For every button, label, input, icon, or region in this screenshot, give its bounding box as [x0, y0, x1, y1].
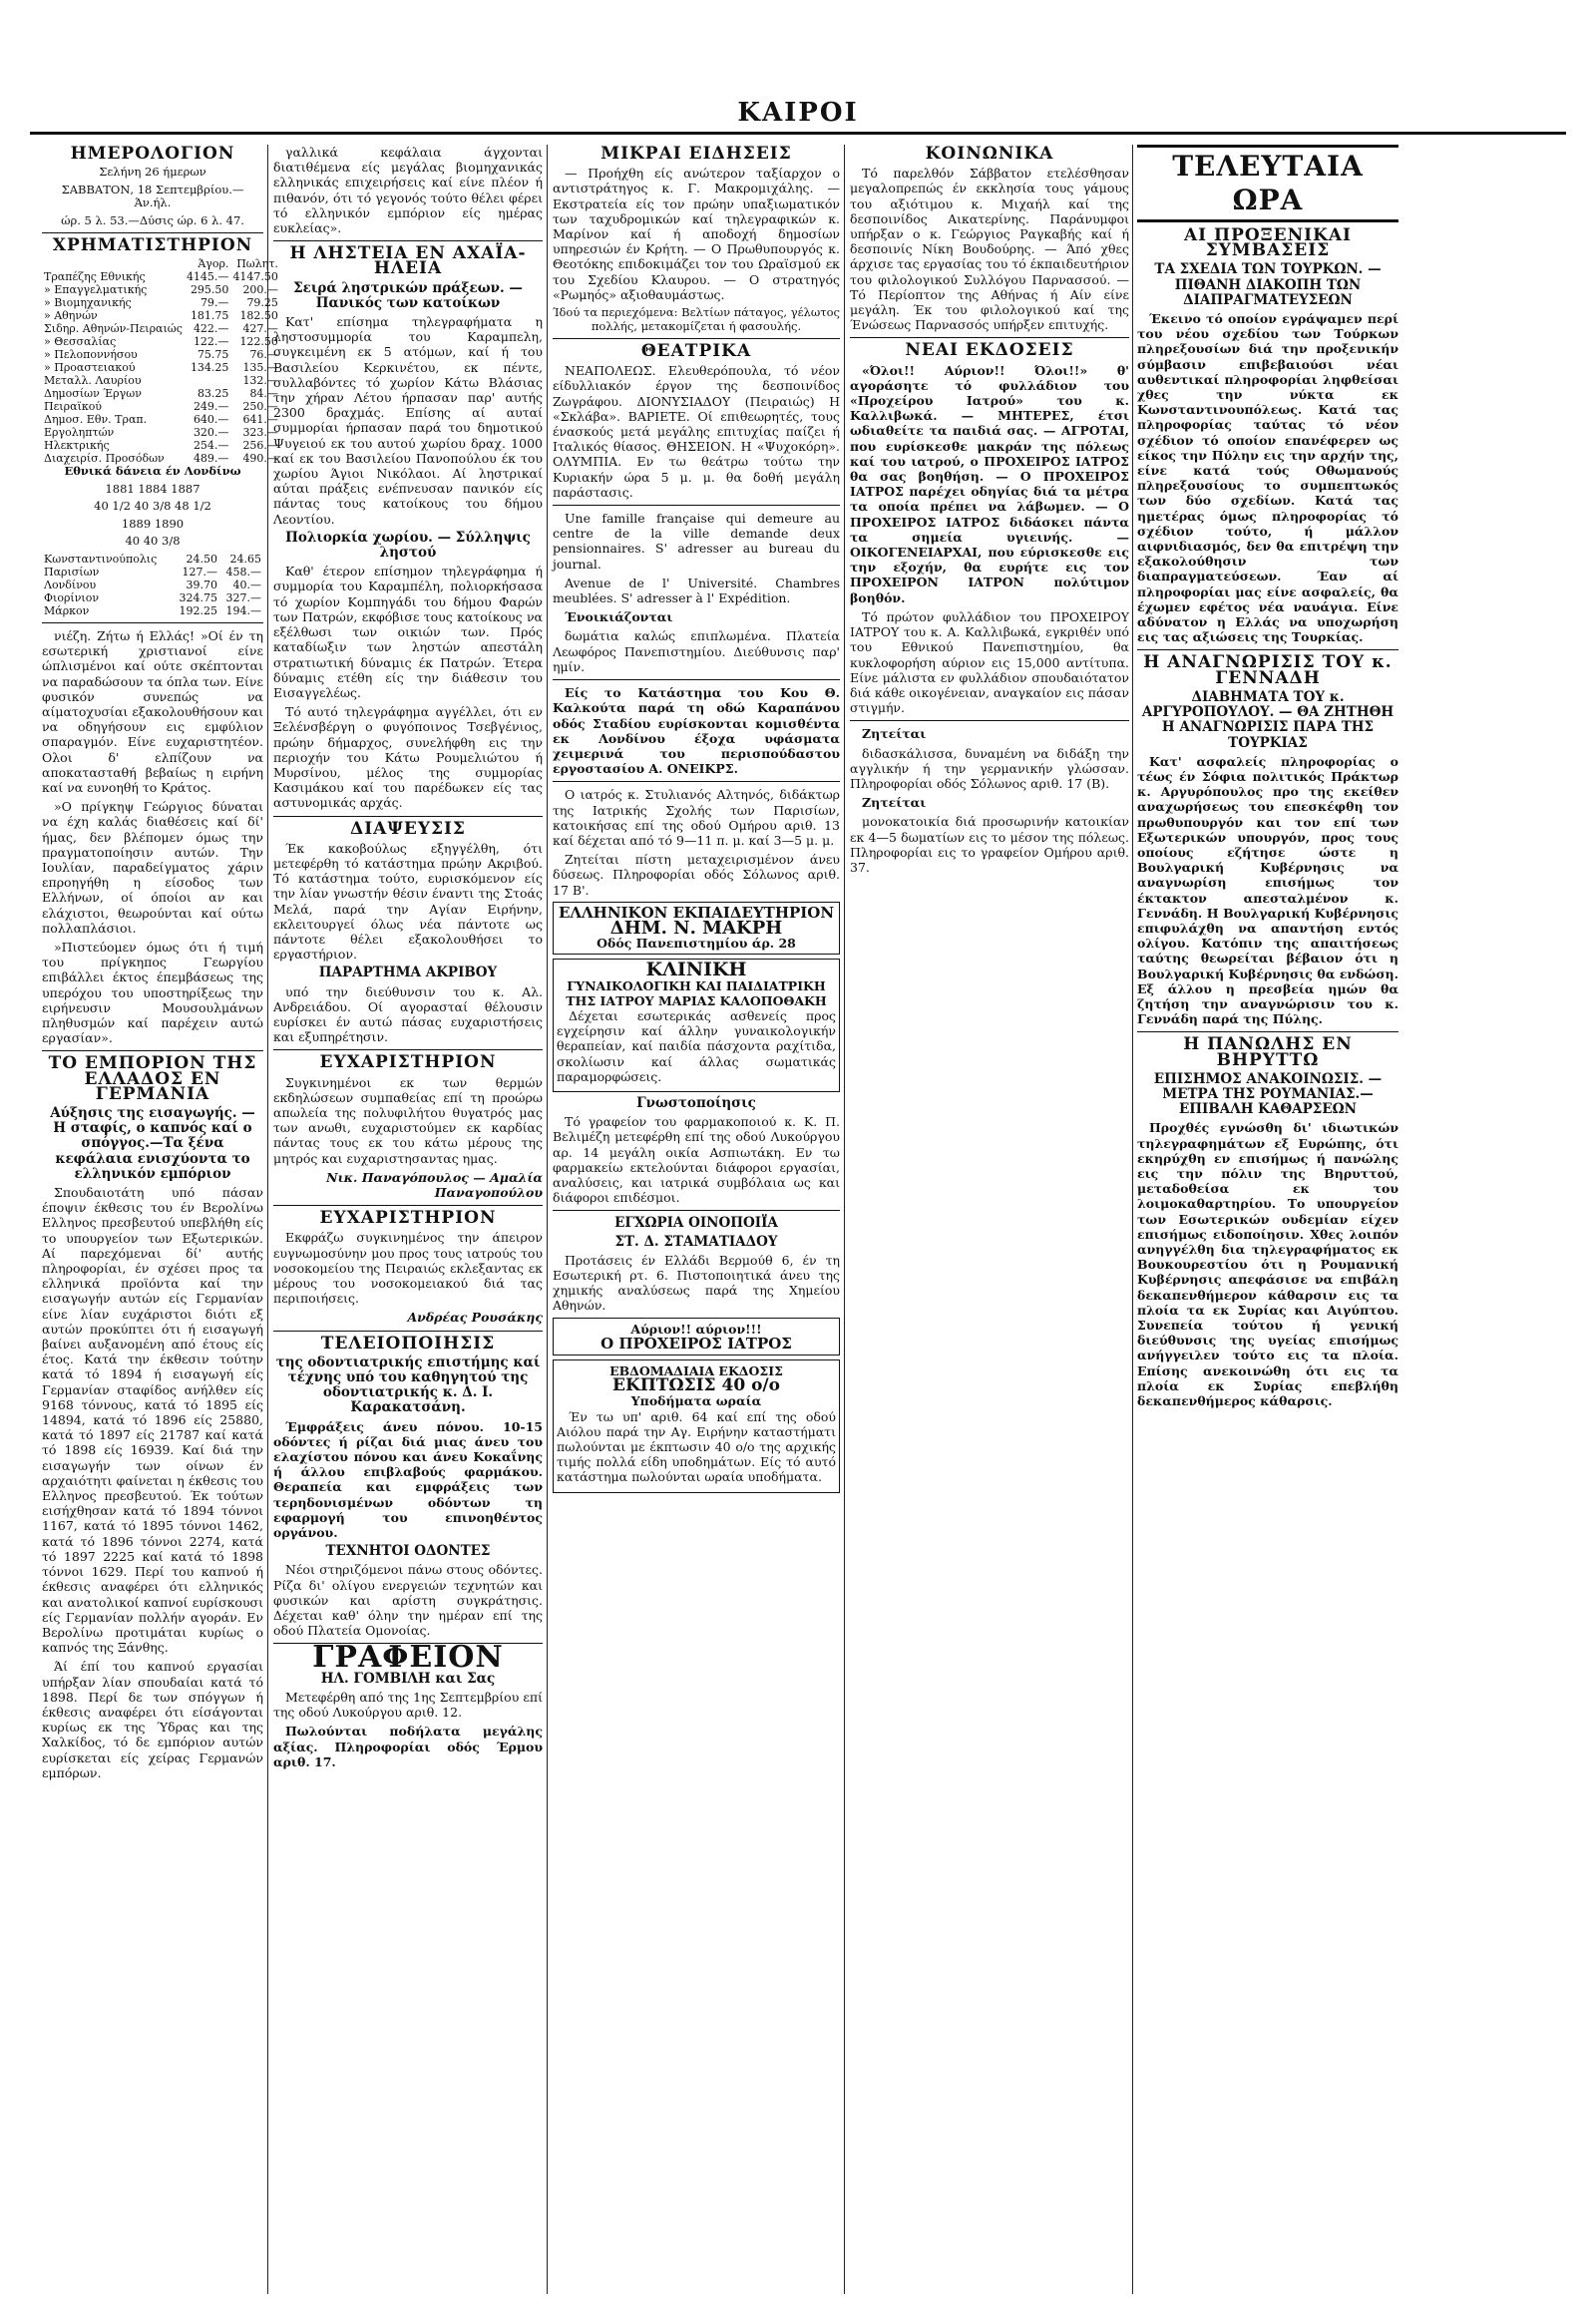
- social-heading: ΚΟΙΝΩΝΙΚΑ: [925, 144, 1054, 164]
- classified-ad: διδασκάλισσα, δυναμένη να διδάξη την αγγλικήν ή την γερμανικήν γλώσσαν. Πληροφορίαι οδός Σόλωνος αριθ. 17 (Β).: [850, 745, 1129, 791]
- fx-table: [42, 553, 263, 617]
- table-cell: 122.50: [239, 335, 278, 349]
- table-cell: 127.—: [182, 565, 217, 579]
- column-separator: [1132, 145, 1133, 2294]
- divider: [273, 816, 543, 817]
- table-cell: 132.—: [242, 374, 278, 388]
- table-cell: Μάρκον: [44, 603, 90, 617]
- divider: [273, 1331, 543, 1332]
- loans-line: 1881 1884 1887: [105, 481, 200, 496]
- robbery-subheading: Σειρά ληστρικών πράξεων. — Πανικός των κατοίκων: [293, 279, 523, 311]
- classified-ad: Une famille française qui demeure au centre de la ville demande deux pensionnaires. S' adresser au bureau du journal.: [553, 511, 840, 572]
- table-cell: Δημοσίων Έργων: [44, 387, 142, 401]
- table-cell: 40.—: [232, 578, 261, 591]
- table-cell: 39.70: [186, 578, 217, 591]
- table-cell: 76.—: [249, 348, 278, 362]
- retraction-heading: ΔΙΑΨΕΥΣΙΣ: [350, 818, 466, 839]
- ad-tagline: Αύριον!! αύριον!!!: [630, 1321, 762, 1337]
- table-cell: 489.—: [193, 452, 229, 466]
- table-row: [42, 322, 280, 335]
- table-cell: 134.25: [190, 361, 229, 375]
- loans-line: 40 1/2 40 3/8 48 1/2: [94, 499, 211, 514]
- article-paragraph: Προτάσεις έν Ελλάδι Βερμούθ 6, έν τη Εσωτερική ρτ. 6. Πιστοποιητικά άνευ της χημικής αναλύσεως παρά της Χημείου Αθηνών.: [553, 1252, 840, 1314]
- signature: Ανδρέας Ρουσάκης: [407, 1310, 543, 1326]
- article-paragraph: Τό πρώτον φυλλάδιον του ΠΡΟΧΕΙΡΟΥ ΙΑΤΡΟΥ του κ. Α. Καλλιβωκά, εγκριθέν υπό του Εθνικού Πανεπιστημίου, θα κυκλοφορήση αύριον εις 15,000 αντίτυπα. Είνε μάλιστα εν φυλλάδιον σπουδαιότατον διά κάθε οικογένειαν, αναγκαίον εις πάσαν στιγμήν.: [850, 608, 1129, 716]
- table-cell: 254.—: [193, 439, 229, 453]
- article-paragraph: — Προήχθη είς ανώτερον ταξίαρχον ο αντιστράτηγος κ. Γ. Μακρομιχάλης. — Εκστρατεία είς τον πρώην υπαξιωματικόν των ταχυδρομικών καί τηλεγραφικών κ. Μαρίνον καί ή αποδοχή δημοσίων υπηρεσιών έν Κρήτη. — Ο Πρωθυπουργός κ. Θεοτόκης επιδοκιμάζει τον του Ωραϊσμού εκ του Σχεδίου Κλαυρου. — Ο στρατηγός «Ρωμηός» αξιοθαυμάστως.: [553, 166, 840, 302]
- loans-line: 1889 1890: [121, 516, 185, 531]
- loans-heading: Εθνικά δάνεια έν Λονδίνω: [64, 464, 241, 479]
- exchange-heading: ΧΡΗΜΑΤΙΣΤΗΡΙΟΝ: [52, 235, 253, 256]
- winery-subheading: ΣΤ. Δ. ΣΤΑΜΑΤΙΑΔΟΥ: [614, 1233, 778, 1250]
- signature: Νικ. Παναγόπουλος — Αμαλία Παναγοπούλου: [326, 1169, 543, 1200]
- minor-news-heading: ΜΙΚΡΑΙ ΕΙΔΗΣΕΙΣ: [600, 144, 792, 164]
- dental-subheading: ΤΕΧΝΗΤΟΙ ΟΔΟΝΤΕΣ: [325, 1543, 491, 1560]
- article-paragraph: Συγκινημένοι εκ των θερμών εκδηλώσεων συμπαθείας επί τη προώρω απωλεία της πολυφιλήτου θυγατρός μας των ανωθι, ευχαριστούμεν εκ καρδίας πάντας τους εκ του κάτω μέρους της μητρός και ευχαριστησαντας ημας.: [273, 1074, 543, 1166]
- table-cell: 427.—: [242, 322, 278, 336]
- article-paragraph: Έκ κακοβούλως εξηγγέλθη, ότι μετεφέρθη τό κατάστημα πρώην Ακριβού. Τό κατάστημα τούτο, ευρισκόμενον είς την λίαν γνωστήν θέσιν έναντι της Στοάς Μελά, παρά την Αγίαν Ειρήνην, εκλειτουργεί όλως νέα πάντοτε ως πάντοτε θέλει εξακολουθήσει το εργαστήριον.: [273, 840, 543, 963]
- notice-heading: Γνωστοποίησις: [636, 1094, 756, 1111]
- masthead: ΚΑΙΡΟΙ: [737, 98, 859, 128]
- article-paragraph: Εκφράζω συγκινημένος την άπειρον ευγνωμοσύνην μου προς τους ιατρούς του νοσοκομείου της Πειραιώς εκλεξαντας εκ μέρους του νοσοκομειακού διά τας περιποιήσεις.: [273, 1230, 543, 1307]
- table-cell: Ηλεκτρικής: [44, 439, 110, 453]
- table-cell: 249.—: [193, 400, 229, 414]
- classified-ad: δωμάτια καλώς επιπλωμένα. Πλατεία Λεωφόρος Πανεπιστημίου. Διεύθυνσις παρ' ημίν.: [553, 628, 840, 674]
- article-paragraph: Καθ' έτερον επίσημον τηλεγράφημα ή συμμορία του Καραμπέλη, πολιορκήσασα τό χωρίον Κομπηγάδι του δήμου Φαρών των Πατρών, εκφόβισε τους κατοίκους να εξέλθωσι των οικιών των. Πρός καταδίωξιν των ληστών απεστάλη στρατιωτική δύναμις έκ Πατρών. Έτερα δύναμις ετέθη είς την διάθεσιν του Εισαγγελέως.: [273, 564, 543, 700]
- table-row: [42, 604, 263, 617]
- thanks-heading: ΕΥΧΑΡΙΣΤΗΡΙΟΝ: [319, 1208, 497, 1229]
- table-cell: 4145.—: [186, 270, 229, 284]
- table-cell: » Προαστειακού: [44, 361, 136, 375]
- article-paragraph: Τό γραφείον του φαρμακοποιού κ. Κ. Π. Βελιμέζη μετεφέρθη επί της οδού Λυκούργου αρ. 14 μεγάλη οικία Ασπιωτάκη. Εν τω φαρμακείω εκτελούνται διάφοροι εργασίαι, αναλύσεις, και ιατρικά συμβόλαια ως και διάφοροι επιδέσμοι.: [553, 1114, 840, 1206]
- classified-ad: Avenue de l' Université. Chambres meublées. S' adresser à l' Expédition.: [553, 575, 840, 606]
- table-row: [42, 309, 280, 322]
- article-paragraph: ΝΕΑΠΟΛΕΩΣ. Ελευθερόπουλα, τό νέον είδυλλιακόν έργον της δεσποινίδος Ζωγράφου. ΔΙΟΝΥΣΙΑΔΟΥ (Πειραιώς) Η «Σκλάβα». ΒΑΡΙΕΤΕ. Οί επιθεωρητές, τους ένασκούς μετά μεγάλης επιτυχίας παίζει ή Ιταλικός θίασος. ΘΗΣΕΙΟΝ. Η «Ψυχοκόρη». ΟΛΥΜΠΙΑ. Εν τω θεάτρω τούτω την Κυριακήν ώρα 5 μ. μ. θα δοθή μεγάλη παράστασις.: [553, 363, 840, 500]
- table-row: [42, 361, 280, 374]
- consular-subheading: ΤΑ ΣΧΕΔΙΑ ΤΩΝ ΤΟΥΡΚΩΝ. — ΠΙΘΑΝΗ ΔΙΑΚΟΠΗ ΤΩΝ ΔΙΑΠΡΑΓΜΑΤΕΥΣΕΩΝ: [1154, 261, 1382, 308]
- school-ad: [553, 902, 840, 956]
- divider: [273, 1049, 543, 1050]
- table-cell: 641.—: [242, 413, 278, 427]
- table-row: [42, 348, 280, 361]
- table-cell: » Θεσσαλίας: [44, 335, 117, 349]
- table-cell: 490.—: [242, 452, 278, 466]
- table-row: [42, 591, 263, 604]
- table-cell: 324.75: [179, 590, 217, 604]
- doctor-ad: [553, 1318, 840, 1355]
- classified-ad: μονοκατοικία διά προσωρινήν κατοικίαν εκ 4—5 δωματίων εις το μέσον της πόλεως. Πληροφορίαι εις το γραφείον Ομήρου αριθ. 37.: [850, 814, 1129, 875]
- table-cell: 458.—: [225, 565, 261, 579]
- table-cell: 182.50: [239, 309, 278, 323]
- article-paragraph: Προχθές εγνώσθη δι' ιδιωτικών τηλεγραφημάτων εξ Ευρώπης, ότι εκηρύχθη εν επισήμως ή πανώλης εις την πόλιν της Βηρυττού, μεταδοθείσα εκ του λοιμοκαθαρτηρίου. Το υπουργείον των Εσωτερικών ουδεμίαν είχεν επισήμως ειδοποίησιν. Χθες λοιπόν ανηγγέλθη δια τηλεγραφήματος εκ Βουκουρεστίου ότι η Ρουμανική Κυβέρνησις απεφάσισε να επιβάλη δεκαπενθήμερον κάθαρσιν εις τα πλοία τα εκ Συρίας και Αιγύπτου. Συνεπεία τούτου ή γενική διεύθυνσις της υγείας επισήμως ανήγγειλεν τούτο εις τα πλοία. Επίσης ανεκοινώθη ότι εις τα πλοία εκ Συρίας επεβλήθη δεκαπενθήμερος κάθαρσις.: [1137, 1120, 1398, 1409]
- table-cell: 422.—: [193, 322, 229, 336]
- article-paragraph: Έμφράξεις άνευ πόνου. 10-15 οδόντες ή ρίζαι διά μιας άνευ του ελαχίστου πόνου και άνευ Κοκαΐνης ή άλλου επιβλαβούς φαρμάκου. Θεραπεία και εμφράξεις των τερηδονισμένων οδόντων τη εφαρμογή του επινοηθέντος οργάνου.: [273, 1418, 543, 1541]
- column-separator: [844, 145, 845, 2294]
- table-row: [42, 413, 280, 426]
- article-paragraph: Πωλούνται ποδήλατα μεγάλης αξίας. Πληροφορίαι οδός Έρμου αριθ. 17.: [273, 1724, 543, 1769]
- newspaper-page: [30, 20, 1566, 2304]
- table-cell: Φιορίνιον: [44, 590, 100, 604]
- table-row: [42, 387, 280, 400]
- column-2: [273, 145, 543, 2294]
- table-cell: Πειραϊκού: [44, 400, 102, 414]
- article-paragraph: Τό αυτό τηλεγράφημα αγγέλλει, ότι εν Ξελένσβέργη ο φυγόποινος Τσεβγένιος, πρώην δήμαρχος, συνελήφθη εις την περιοχήν του Κάτω Ρουμελιώτου ή Μυρσίνου, μέλος της συμμορίας Κασιμάκου καί του παρέδωκεν είς τας αστυνομικάς αρχάς.: [273, 704, 543, 811]
- divider: [42, 1050, 263, 1051]
- table-cell: 640.—: [193, 413, 229, 427]
- classified-heading: Ζητείται: [862, 726, 927, 742]
- winery-heading: ΕΓΧΩΡΙΑ ΟΙΝΟΠΟΙΪΑ: [614, 1215, 778, 1232]
- column-5: [1137, 145, 1398, 2294]
- exchange-table: [42, 257, 280, 465]
- table-cell: Δημοσ. Εθν. Τραπ.: [44, 413, 148, 427]
- table-row: [42, 283, 280, 296]
- table-cell: 327.—: [225, 590, 261, 604]
- table-cell: 256.—: [242, 439, 278, 453]
- table-cell: Παρισίων: [44, 565, 100, 579]
- table-cell: 194.—: [225, 603, 261, 617]
- table-row: [42, 439, 280, 452]
- office-heading: ΓΡΑΦΕΙΟΝ: [312, 1640, 504, 1676]
- ad-heading: Ο ΠΡΟΧΕΙΡΟΣ ΙΑΤΡΟΣ: [600, 1334, 792, 1353]
- article-paragraph: Κατ' ασφαλείς πληροφορίας ο τέως έν Σόφια πολιτικός Πράκτωρ κ. Αργυρόπουλος προ της εκείθεν αναχωρήσεως του επεσκέφθη τον πρωθυπουργόν και τον επί των Εξωτερικών υπουργόν, προς τους οποίους εζήτησε ώστε η Βουλγαρική Κυβέρνησις να αναγνωρίση επισήμως τον έκτακτον απεσταλμένον κ. Γεννάδη. Η Βουλγαρική Κυβέρνησις επιφυλάχθη να απαντήση εντός ολίγου. Κατόπιν της απαιτήσεως ταύτης θεωρείται βέβαιον ότι η Βουλγαρική Κυβέρνησις θα ενδώση. Εξ άλλου η πρεσβεία ημών θα ζητήση την αναγνώρισιν του κ. Γεννάδη παρά της Πύλης.: [1137, 753, 1398, 1027]
- article-paragraph: νιέζη. Ζήτω ή Ελλάς! »Οί έν τη εσωτερική χριστιανοί είνε ώπλισμένοι καί ούτε σκέπτονται να παραδώσουν τα όπλα των. Είνε φυσικόν συνεπώς να αίματοχυσίαι εξακολουθήσουν και να οδηγήσουν εις εμφύλιον σπαραγμόν. Είνε ευχαριστητέον. Ολοι δ' ελπίζουν να αποκατασταθή βεβαίως η ειρήνη καί να ευνοηθή το Κράτος.: [42, 627, 263, 795]
- article-paragraph: «Όλοι!! Αύριον!! Όλοι!!» θ' αγοράσητε τό φυλλάδιον του «Προχείρου Ιατρού» του κ. Καλλιβωκά. — ΜΗΤΕΡΕΣ, έτσι ωδιαθείτε τα παιδιά σας. — ΑΓΡΟΤΑΙ, που ευρίσκεσθε μακράν της πόλεως καί του ιατρού, ο ΠΡΟΧΕΙΡΟΣ ΙΑΤΡΟΣ θα σας βοηθήση. — Ο ΠΡΟΧΕΙΡΟΣ ΙΑΤΡΟΣ παρέχει οδηγίας διά τα μέτρα τα οποία πρέπει να λάβωμεν. — Ο ΠΡΟΧΕΙΡΟΣ ΙΑΤΡΟΣ διδάσκει πάντα τα σημεία υγιεινής. — ΟΙΚΟΓΕΝΕΙΑΡΧΑΙ, που εύρισκεσθε εις την εξοχήν, θα ευρήτε εις τον ΠΡΟΧΕΙΡΟΝ ΙΑΤΡΟΝ πολύτιμον βοηθόν.: [850, 362, 1129, 605]
- table-cell: Σιδηρ. Αθηνών-Πειραιώς: [44, 322, 183, 336]
- column-separator: [547, 145, 548, 2294]
- table-cell: Τραπέζης Εθνικής: [44, 270, 146, 284]
- table-row: [42, 335, 280, 348]
- column-4: [850, 145, 1129, 2294]
- table-cell: 323.—: [242, 426, 278, 440]
- divider: [553, 781, 840, 782]
- theatre-heading: ΘΕΑΤΡΙΚΑ: [640, 341, 752, 362]
- table-cell: Μεταλλ. Λαυρίου: [44, 374, 142, 388]
- table-row: [42, 579, 263, 591]
- table-cell: » Επαγγελματικής: [44, 283, 148, 297]
- school-address: Οδός Πανεπιστημίου άρ. 28: [597, 936, 796, 952]
- poem: Ίδού τα περιεχόμενα: Βελτίων πάταγος, γέλωτος πολλής, μετακομίζεται ή φασουλής.: [553, 305, 840, 333]
- article-paragraph: »Ο πρίγκηψ Γεώργιος δύναται να έχη καλάς διαθέσεις καί δί' ήμας, δεν βλέπομεν όμως την πραγματοποίησιν αυτών. Την Ιουλίαν, παραδείγματος χάριν επροηγήθη η είσοδος των Ελλήνων, οί όποίοι αν και ελάχιστοι, θεωρούνται καί ούτω πολλαπλάσιοι.: [42, 799, 263, 936]
- article-paragraph: »Πιστεύομεν όμως ότι ή τιμή του πρίγκηπος Γεωργίου επιβάλλει έκτος έπεμβάσεως της υπερόχου του υποστηρίξεως την ειρήνευσιν Μουσουλμάνων πληθυσμών καί παρέχειν αυτώ εργασίαν».: [42, 939, 263, 1046]
- dental-heading: ΤΕΛΕΙΟΠΟΙΗΣΙΣ: [320, 1333, 496, 1354]
- discount-heading: ΕΚΠΤΩΣΙΣ 40 ο/ο: [612, 1375, 780, 1396]
- consular-heading: ΑΙ ΠΡΟΞΕΝΙΚΑΙ ΣΥΜΒΑΣΕΙΣ: [1183, 225, 1353, 261]
- divider: [42, 622, 263, 623]
- divider: [42, 232, 263, 233]
- column-header: Πωλητ.: [236, 257, 278, 271]
- calendar-line: ΣΑΒΒΑΤΟΝ, 18 Σεπτεμβρίου.— Άν.ήλ.: [61, 182, 244, 210]
- table-header: [42, 257, 280, 270]
- weekly-ad: [553, 1359, 840, 1493]
- table-cell: Λονδίνου: [44, 578, 97, 591]
- table-cell: 79.25: [246, 296, 278, 310]
- table-cell: 24.50: [186, 552, 217, 566]
- column-1: [42, 144, 278, 2294]
- table-row: [42, 270, 280, 283]
- table-row: [42, 553, 263, 566]
- plague-subheading: ΕΠΙΣΗΜΟΣ ΑΝΑΚΟΙΝΩΣΙΣ. — ΜΕΤΡΑ ΤΗΣ ΡΟΥΜΑΝΙΑΣ.—ΕΠΙΒΑΛΗ ΚΑΘΑΡΣΕΩΝ: [1153, 1070, 1383, 1118]
- divider: [850, 337, 1129, 338]
- article-paragraph: Έκεινο τό οποίον εγράψαμεν περί του νέου σχεδίου των Τούρκων πληρεξουσίων διά την προξενικήν σύμβασιν επιβεβαιούσι νέαι αυθεντικαί πληροφορίαι ληφθείσαι χθες την νύκτα εκ Κωνσταντινουπόλεως. Κατά τας πληροφορίας ταύτας τό νέον σχέδιον τό οποίον επανέφερεν ως είκος την Πύλην εις την αρχήν της, είνε κατά τούς Οθωμανούς πληρεξουσίους το συμπεπτωκός των δύο σχεδίων. Κατά τας ημετέρας όμως πληροφορίας τό σχέδιον τούτο, ή μάλλον αιφνιδιασμός, δεν θα επιτρέψη την εξακολούθησιν των διαπραγματεύσεων. Έαν αί πληροφορίαι μας είνε ασφαλείς, θα έχωμεν εφέτος νέα ναυάγια. Είνε αδύνατον η Ελλάς να υποχωρήση εις τας αξιώσεις της Τουρκίας.: [1137, 311, 1398, 645]
- table-cell: 135.—: [242, 361, 278, 375]
- school-subheading: ΔΗΜ. Ν. ΜΑΚΡΗ: [609, 917, 783, 939]
- divider: [553, 505, 840, 506]
- siege-subheading: Πολιορκία χωρίου. — Σύλληψις ληστού: [285, 529, 531, 562]
- table-cell: 320.—: [193, 426, 229, 440]
- plague-heading: Η ΠΑΝΩΛΗΣ ΕΝ ΒΗΡΥΤΤΩ: [1183, 1034, 1353, 1070]
- divider: [273, 240, 543, 241]
- article-paragraph: Νέοι στηριζόμενοι πάνω στους οδόντες. Ρίζα δι' ολίγου ενεργειών τεχνητών και φυσικών και αρίστη συγκράτησις. Δέχεται καθ' όλην την ημέραν επί της οδού Πλατεία Ομονοίας.: [273, 1562, 543, 1639]
- dental-subheading: της οδοντιατρικής επιστήμης καί τέχνης υπό του καθηγητού της οδοντιατρικής κ. Δ. Ι. Καρακατσάνη.: [275, 1354, 541, 1416]
- table-cell: » Βιομηχανικής: [44, 296, 132, 310]
- article-paragraph: υπό την διεύθυνσιν του κ. Αλ. Ανδρειάδου. Οί αγορασταί θέλουσιν ευρίσκει έν αυτώ πάσας ευχαριστήσεις και εξυπηρέτησιν.: [273, 983, 543, 1045]
- table-row: [42, 426, 280, 439]
- column-3: [553, 145, 840, 2294]
- table-cell: Διαχειρίσ. Προσόδων: [44, 452, 165, 466]
- article-paragraph: Τό παρελθόν Σάββατον ετελέσθησαν μεγαλοπρεπώς έν εκκλησία τους γάμους του αξιότιμου κ. Μιχαήλ καί της δεσποινίδος Αικατερίνης. Παράνυμφοι υπήρξαν ο κ. Γεώργιος Ραγκαβής καί ή δεσποινίς Νίκη Βουδούρης. — Άπό χθες άρχισε τας εργασίας του τό έκπαιδευτήριον του φιλολογικού Συλλόγου Παρνασσού. — Τό Περίοπτον της Αθήνας ή Αίν είνε μεγάλη. Έκ του φιλολογικού καί της Ένώσεως Παρνασσός υπήρξεν επιτυχής.: [850, 166, 1129, 333]
- table-cell: 200.—: [242, 283, 278, 297]
- table-row: [42, 400, 280, 413]
- table-cell: 295.50: [190, 283, 229, 297]
- divider: [1137, 1031, 1398, 1032]
- loans-line: 40 40 3/8: [125, 534, 181, 549]
- article-paragraph: Άί έπί του καπνού εργασίαι υπήρξαν λίαν σπουδαίαι κατά τό 1898. Περί δε των σπόγγων ή έκθεσις αναφέρει ότι είσάγονται κυρίως εκ της Ύδρας και της Χαλκίδος, τό δε εμπόριον αυτών ευρίσκεται είς χείρας Γερμανών εμπόρων.: [42, 1659, 263, 1780]
- last-hour-banner: ΤΕΛΕΥΤΑΙΑ ΩΡΑ: [1137, 145, 1398, 222]
- table-cell: 122.—: [193, 335, 229, 349]
- table-row: [42, 296, 280, 309]
- article-paragraph: Έν τω υπ' αριθ. 64 καί επί της οδού Αιόλου παρά την Αγ. Ειρήνην καταστήματι πωλούνται με έκπτωσιν 40 ο/ο της αρχικής τιμής πολλά είδη υποδημάτων. Είς τό αυτό κατάστημα πωλούνται ωραία υποδήματα.: [557, 1408, 836, 1485]
- article-paragraph: γαλλικά κεφάλαια άγχονται διατιθέμενα είς μεγάλας βιομηχανικάς ελληνικάς επιχειρήσεις καί είνε πλέον ή πιθανόν, ότι τό γεγονός τούτο θέλει φέρει τό ελληνικόν εμπόριον είς ημέρας ευκλείας».: [273, 145, 543, 236]
- gennadis-heading: Η ΑΝΑΓΝΩΡΙΣΙΣ ΤΟΥ κ. ΓΕΝΝΑΔΗ: [1143, 652, 1393, 688]
- table-cell: Κωνσταντινούπολις: [44, 552, 158, 566]
- classified-heading: Ζητείται: [862, 795, 927, 811]
- table-cell: 192.25: [179, 603, 217, 617]
- table-cell: 250.—: [242, 400, 278, 414]
- divider: [553, 679, 840, 680]
- table-cell: » Πελοποννήσου: [44, 348, 138, 362]
- table-cell: 75.75: [197, 348, 229, 362]
- article-paragraph: Δέχεται εσωτερικάς ασθενείς προς εγχείρησιν καί άλλην γυναικολογικήν θεραπείαν, καί παιδία πάσχοντα ραχίτιδα, σκολίωσιν καί άλλας σωματικάς παραμορφώσεις.: [557, 1007, 836, 1084]
- clinic-heading: ΚΛΙΝΙΚΗ: [645, 959, 747, 981]
- table-cell: 24.65: [229, 552, 261, 566]
- table-cell: Εργοληπτών: [44, 426, 115, 440]
- divider: [553, 1210, 840, 1211]
- classified-heading: Ένοικιάζονται: [565, 609, 673, 625]
- robbery-heading: Η ΛΗΣΤΕΙΑ ΕΝ ΑΧΑΪΑ-ΗΛΕΙΑ: [289, 243, 527, 279]
- calendar-line: Σελήνη 26 ήμερων: [99, 165, 206, 180]
- trade-subheading: Αύξησις της εισαγωγής. — Η σταφίς, ο καπνός καί ο σπόγγος.—Τα ξένα κεφάλαια ενισχύοντα το ελληνικόν εμπόριον: [50, 1105, 255, 1182]
- table-row: [42, 374, 280, 387]
- clinic-doctor: ΤΗΣ ΙΑΤΡΟΥ ΜΑΡΙΑΣ ΚΑΛΟΠΟΘΑΚΗ: [566, 992, 827, 1008]
- discount-subheading: Υποδήματα ωραία: [630, 1393, 762, 1409]
- article-paragraph: Σπουδαιοτάτη υπό πάσαν έποψιν έκθεσις του έν Βερολίνω Ελληνος πρεσβευτού υπεβλήθη είς το υπουργείον των Εξωτερικών. Αί παρεχόμεναι δί' αυτής πληροφορίαι, έν σχέσει προς τα ελληνικά προϊόντα καί την εισαγωγήν αυτών είς Γερμανίαν είνε λίαν ευχάριστοι διότι εξ αυτών προκύπτει ότι ή εισαγωγή βαίνει αυξανομένη από έτους είς έτος. Κατά την έκθεσιν τούτην κατά τό 1894 ή εισαγωγή είς Γερμανίαν σταφίδος ανήλθεν είς 9168 τόννους, κατά τό 1895 είς 14894, κατά τό 1896 είς 25880, κατά τό 1897 είς 21787 καί κατά τό 1898 είς 16939. Καί διά την εισαγωγήν των οίνων έν αρχαιότητι φαίνεται η έκθεσις του Ελληνος πρεσβευτού. Έκ τούτων εισήχθησαν κατά τό 1894 τόννοι 1167, κατά τό 1895 τόννοι 1462, κατά τό 1896 τόννοι 2274, κατά τό 1897 2225 καί κατά τό 1898 τόννοι 1629. Περί του καπνού ή έκθεσις αναφέρει ότι ελληνικός και ανατολικοί καπνοί ευρίσκουσι είς Γερμανίαν πολλήν αγοράν. Εν Βερολίνω προτιμάται κυρίως ο καπνός της Ξάνθης.: [42, 1185, 263, 1656]
- calendar-line: ώρ. 5 λ. 53.—Δύσις ώρ. 6 λ. 47.: [61, 212, 244, 227]
- retraction-ad-title: ΠΑΡΑΡΤΗΜΑ ΑΚΡΙΒΟΥ: [318, 965, 498, 981]
- divider: [1137, 649, 1398, 650]
- thanks-heading: ΕΥΧΑΡΙΣΤΗΡΙΟΝ: [319, 1052, 497, 1073]
- new-editions-heading: ΝΕΑΙ ΕΚΔΟΣΕΙΣ: [905, 340, 1074, 361]
- column-separator: [267, 145, 268, 2294]
- classified-ad: Ο ιατρός κ. Στυλιανός Αλτηνός, διδάκτωρ της Ιατρικής Σχολής των Παρισίων, κατοικήσας επί της οδού Ομήρου αριθ. 13 καί δέχεται από τό 9—11 π. μ. καί 3—5 μ. μ.: [553, 787, 840, 848]
- divider: [850, 720, 1129, 721]
- office-subheading: ΗΛ. ΓΟΜΒΙΛΗ και Σας: [320, 1670, 496, 1687]
- classified-ad: Ζητείται πίστη μεταχειρισμένον άνευ δύσεως. Πληροφορίαι οδός Σόλωνος αριθ. 17 Β'.: [553, 852, 840, 898]
- article-paragraph: Μετεφέρθη από της 1ης Σεπτεμβρίου επί της οδού Λυκούργου αριθ. 12.: [273, 1689, 543, 1721]
- table-cell: 181.75: [190, 309, 229, 323]
- article-paragraph: Κατ' επίσημα τηλεγραφήματα η ληστοσυμμορία του Καραμπελη, συγκειμένη εκ 5 ατόμων, καί ή του Βασιλείου Κερκινέτου, εκ πέντε, συλλαβόντες τό χωρίον Κάτω Βλάσιας την χήραν Λέτου ήρπασαν παρ' αυτής 2300 δραχμάς. Επίσης αί αυταί συμμορίαι ήρπασαν παρά του δημοτικού Ψυγειού εκ του αυτού χωρίου δραχ. 1000 καί εκ του Βασιλείου Πανοπούλου έκ του χωρίου Άγιοι Νικόλαοι. Αί ληστρικαί αύται πράξεις ενέπνευσαν πανικόν είς πάντας τους κατοίκους του δήμου Λεοντίου.: [273, 314, 543, 527]
- table-cell: 84.—: [249, 387, 278, 401]
- clinic-ad: [553, 959, 840, 1092]
- classified-ad: Είς το Κατάστημα του Κου Θ. Καλκούτα παρά τη οδώ Καραπάνου οδός Σταδίου ευρίσκονται κομισθέντα εκ Λονδίνου έξοχα υφάσματα χειμερινά του περισπούδαστου εργοστασίου Α. ΟΝΕΙΚΡΣ.: [553, 685, 840, 777]
- divider: [553, 338, 840, 339]
- trade-heading: ΤΟ ΕΜΠΟΡΙΟΝ ΤΗΣ ΕΛΛΑΔΟΣ ΕΝ ΓΕΡΜΑΝΙΑ: [48, 1053, 257, 1104]
- clinic-subheading: ΓΥΝΑΙΚΟΛΟΓΙΚΗ ΚΑΙ ΠΑΙΔΙΑΤΡΙΚΗ: [567, 977, 826, 993]
- divider: [273, 1205, 543, 1206]
- ad-heading: ΕΒΔΟΜΑΔΙΑΙΑ ΕΚΔΟΣΙΣ: [609, 1363, 783, 1379]
- school-heading: ΕΛΛΗΝΙΚΟΝ ΕΚΠΑΙΔΕΥΤΗΡΙΟΝ: [558, 903, 835, 922]
- table-cell: » Αθηνών: [44, 309, 98, 323]
- table-row: [42, 566, 263, 579]
- column-header: Άγορ.: [198, 257, 229, 271]
- table-cell: 4147.50: [232, 270, 278, 284]
- gennadis-subheading: ΔΙΑΒΗΜΑΤΑ ΤΟΥ κ. ΑΡΓΥΡΟΠΟΥΛΟΥ. — ΘΑ ΖΗΤΗΘΗ Η ΑΝΑΓΝΩΡΙΣΙΣ ΠΑΡΑ ΤΗΣ ΤΟΥΡΚΙΑΣ: [1141, 688, 1395, 751]
- table-cell: [185, 374, 231, 387]
- masthead-rule: [30, 132, 1566, 135]
- table-cell: 79.—: [200, 296, 229, 310]
- calendar-heading: ΗΜΕΡΟΛΟΓΙΟΝ: [70, 144, 235, 164]
- table-cell: 83.25: [197, 387, 229, 401]
